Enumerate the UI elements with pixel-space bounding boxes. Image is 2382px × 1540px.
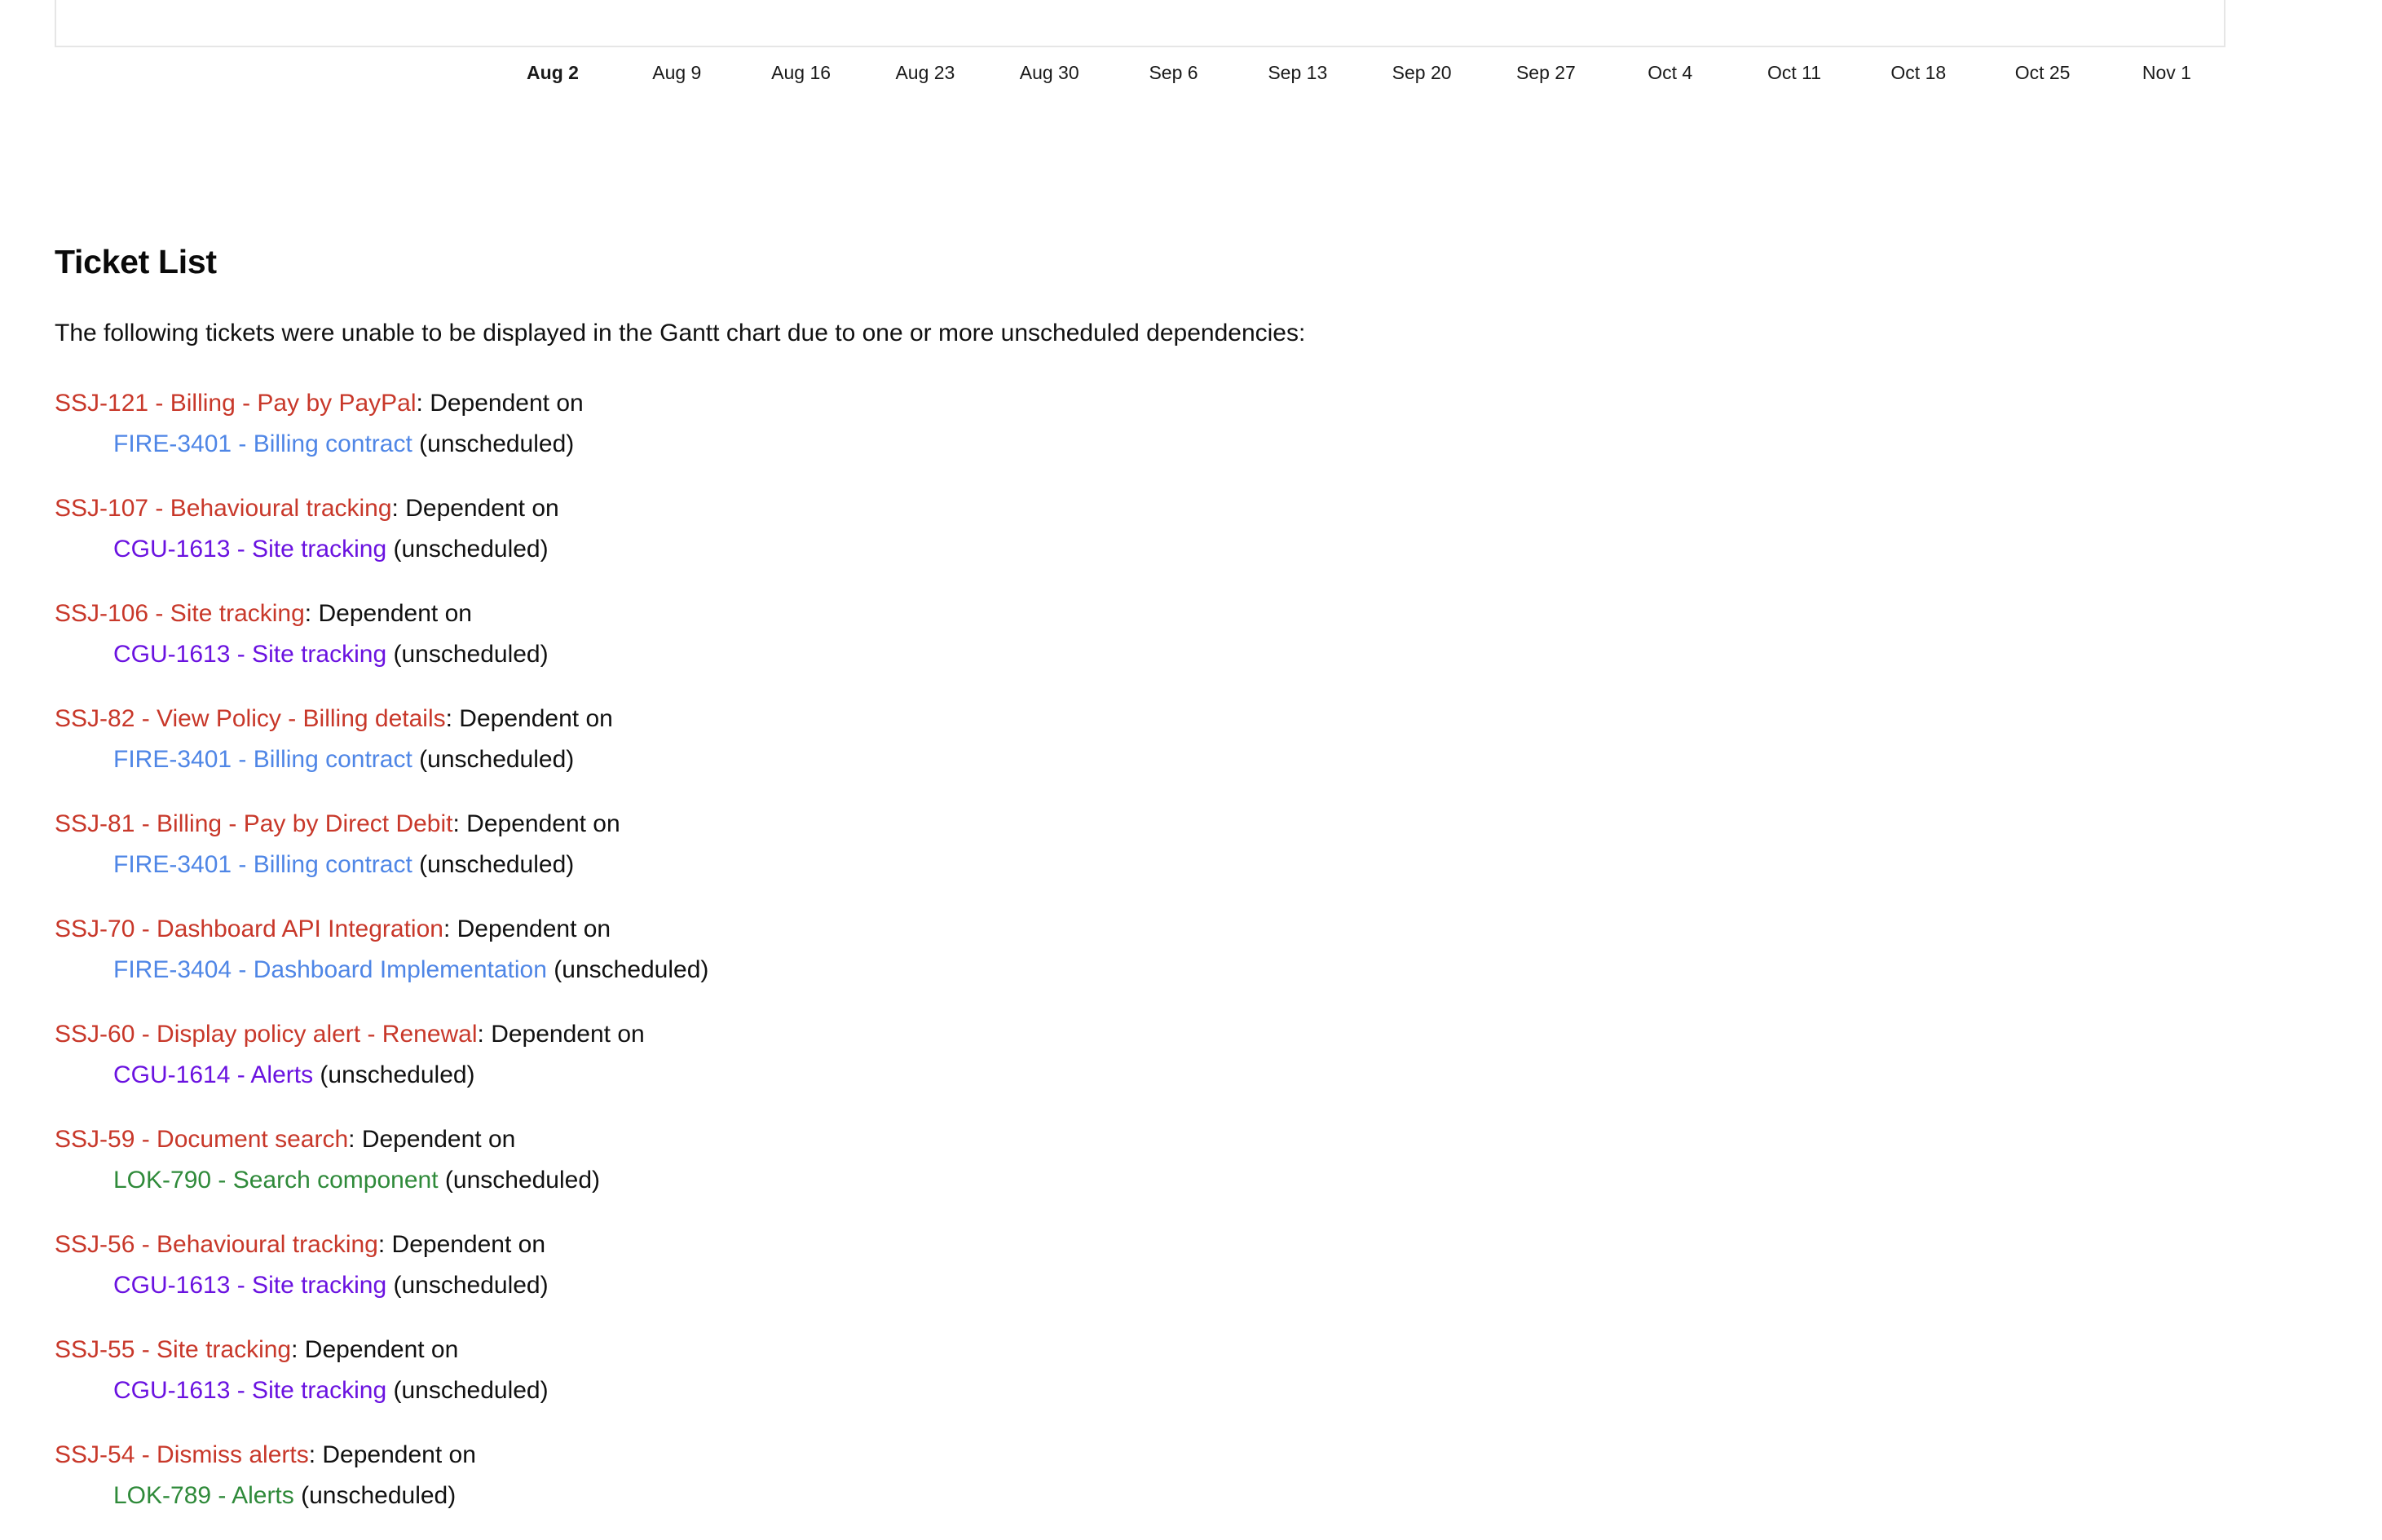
dependency-line <box>55 950 708 991</box>
dependency-line <box>55 1370 708 1411</box>
dependency-line <box>55 1160 708 1201</box>
date-tick: Sep 20 <box>1392 62 1452 83</box>
unscheduled-text: (unscheduled) <box>386 1377 549 1404</box>
ticket-link[interactable]: SSJ-121 - Billing - Pay by PayPal <box>55 390 417 417</box>
ticket-line <box>55 909 708 950</box>
dependency-link[interactable]: FIRE-3401 - Billing contract <box>113 430 412 457</box>
gantt-date-axis <box>0 0 2382 98</box>
dependent-on-text: : Dependent on <box>416 390 584 417</box>
dependency-link[interactable]: CGU-1613 - Site tracking <box>113 641 387 668</box>
dependency-link[interactable]: FIRE-3401 - Billing contract <box>113 851 412 878</box>
date-tick: Sep 13 <box>1268 62 1328 83</box>
ticket-link[interactable]: SSJ-107 - Behavioural tracking <box>55 495 392 522</box>
date-tick: Oct 4 <box>1648 62 1693 83</box>
date-tick: Oct 11 <box>1767 62 1822 83</box>
dependent-on-text: : Dependent on <box>391 495 559 522</box>
ticket-list-item <box>55 1330 708 1435</box>
ticket-link[interactable]: SSJ-106 - Site tracking <box>55 600 305 627</box>
ticket-link[interactable]: SSJ-56 - Behavioural tracking <box>55 1231 378 1258</box>
ticket-link[interactable]: SSJ-60 - Display policy alert - Renewal <box>55 1021 478 1048</box>
date-tick: Aug 2 <box>527 62 579 83</box>
ticket-line <box>55 699 708 739</box>
unscheduled-text: (unscheduled) <box>412 851 575 878</box>
dependent-on-text: : Dependent on <box>308 1441 476 1468</box>
ticket-list-item <box>55 1435 708 1540</box>
date-tick: Nov 1 <box>2142 62 2191 83</box>
ticket-list-item <box>55 804 708 909</box>
date-tick: Oct 25 <box>2014 62 2071 83</box>
ticket-list-item <box>55 383 708 488</box>
ticket-list-item <box>55 1119 708 1224</box>
dependent-on-text: : Dependent on <box>304 600 472 627</box>
dependent-on-text: : Dependent on <box>445 705 613 732</box>
dependency-link[interactable]: CGU-1613 - Site tracking <box>113 1377 387 1404</box>
ticket-line <box>55 1435 708 1476</box>
dependency-link[interactable]: CGU-1613 - Site tracking <box>113 536 387 563</box>
dependency-line <box>55 1265 708 1306</box>
ticket-line <box>55 1014 708 1055</box>
dependency-line <box>55 739 708 780</box>
dependency-link[interactable]: LOK-789 - Alerts <box>113 1482 294 1509</box>
dependency-link[interactable]: CGU-1614 - Alerts <box>113 1061 314 1088</box>
unscheduled-text: (unscheduled) <box>546 956 709 983</box>
dependency-line <box>55 1476 708 1516</box>
ticket-line <box>55 1224 708 1265</box>
dependency-line <box>55 1055 708 1096</box>
date-tick: Sep 6 <box>1149 62 1198 83</box>
dependent-on-text: : Dependent on <box>452 810 620 837</box>
dependency-link[interactable]: FIRE-3404 - Dashboard Implementation <box>113 956 547 983</box>
unscheduled-text: (unscheduled) <box>438 1167 601 1194</box>
dependent-on-text: : Dependent on <box>377 1231 546 1258</box>
ticket-line <box>55 1119 708 1160</box>
unscheduled-text: (unscheduled) <box>293 1482 457 1509</box>
unscheduled-text: (unscheduled) <box>412 746 575 773</box>
unscheduled-text: (unscheduled) <box>386 536 549 563</box>
dependency-link[interactable]: LOK-790 - Search component <box>113 1167 439 1194</box>
ticket-line <box>55 488 708 529</box>
unscheduled-text: (unscheduled) <box>386 1272 549 1299</box>
ticket-list-item <box>55 1224 708 1330</box>
ticket-link[interactable]: SSJ-82 - View Policy - Billing details <box>55 705 446 732</box>
date-tick: Aug 9 <box>652 62 702 83</box>
ticket-list <box>55 383 708 1540</box>
ticket-list-item <box>55 909 708 1014</box>
ticket-line <box>55 1330 708 1370</box>
ticket-line <box>55 804 708 845</box>
dependent-on-text: : Dependent on <box>291 1336 459 1363</box>
unscheduled-text: (unscheduled) <box>313 1061 475 1088</box>
date-tick: Oct 18 <box>1890 62 1947 83</box>
dependency-line <box>55 424 708 465</box>
date-tick: Aug 16 <box>771 62 831 83</box>
ticket-link[interactable]: SSJ-70 - Dashboard API Integration <box>55 916 443 942</box>
dependency-line <box>55 634 708 675</box>
dependency-line <box>55 529 708 570</box>
dependent-on-text: : Dependent on <box>477 1021 645 1048</box>
ticket-link[interactable]: SSJ-81 - Billing - Pay by Direct Debit <box>55 810 453 837</box>
dependency-link[interactable]: FIRE-3401 - Billing contract <box>113 746 412 773</box>
date-tick: Aug 30 <box>1019 62 1079 83</box>
ticket-link[interactable]: SSJ-54 - Dismiss alerts <box>55 1441 309 1468</box>
unscheduled-text: (unscheduled) <box>412 430 575 457</box>
ticket-list-item <box>55 1014 708 1119</box>
ticket-link[interactable]: SSJ-55 - Site tracking <box>55 1336 292 1363</box>
dependency-line <box>55 845 708 885</box>
dependent-on-text: : Dependent on <box>443 916 611 942</box>
ticket-list-item <box>55 593 708 699</box>
ticket-list-item <box>55 699 708 804</box>
ticket-list-title: Ticket List <box>55 243 217 280</box>
ticket-list-item <box>55 488 708 593</box>
date-tick: Sep 27 <box>1515 62 1576 83</box>
ticket-link[interactable]: SSJ-59 - Document search <box>55 1126 349 1153</box>
date-tick: Aug 23 <box>895 62 955 83</box>
ticket-line <box>55 593 708 634</box>
ticket-line <box>55 383 708 424</box>
dependent-on-text: : Dependent on <box>348 1126 516 1153</box>
dependency-link[interactable]: CGU-1613 - Site tracking <box>113 1272 387 1299</box>
unscheduled-text: (unscheduled) <box>386 641 549 668</box>
ticket-list-intro: The following tickets were unable to be displayed in the Gantt chart due to one or more unscheduled dependencies: <box>55 320 1306 346</box>
